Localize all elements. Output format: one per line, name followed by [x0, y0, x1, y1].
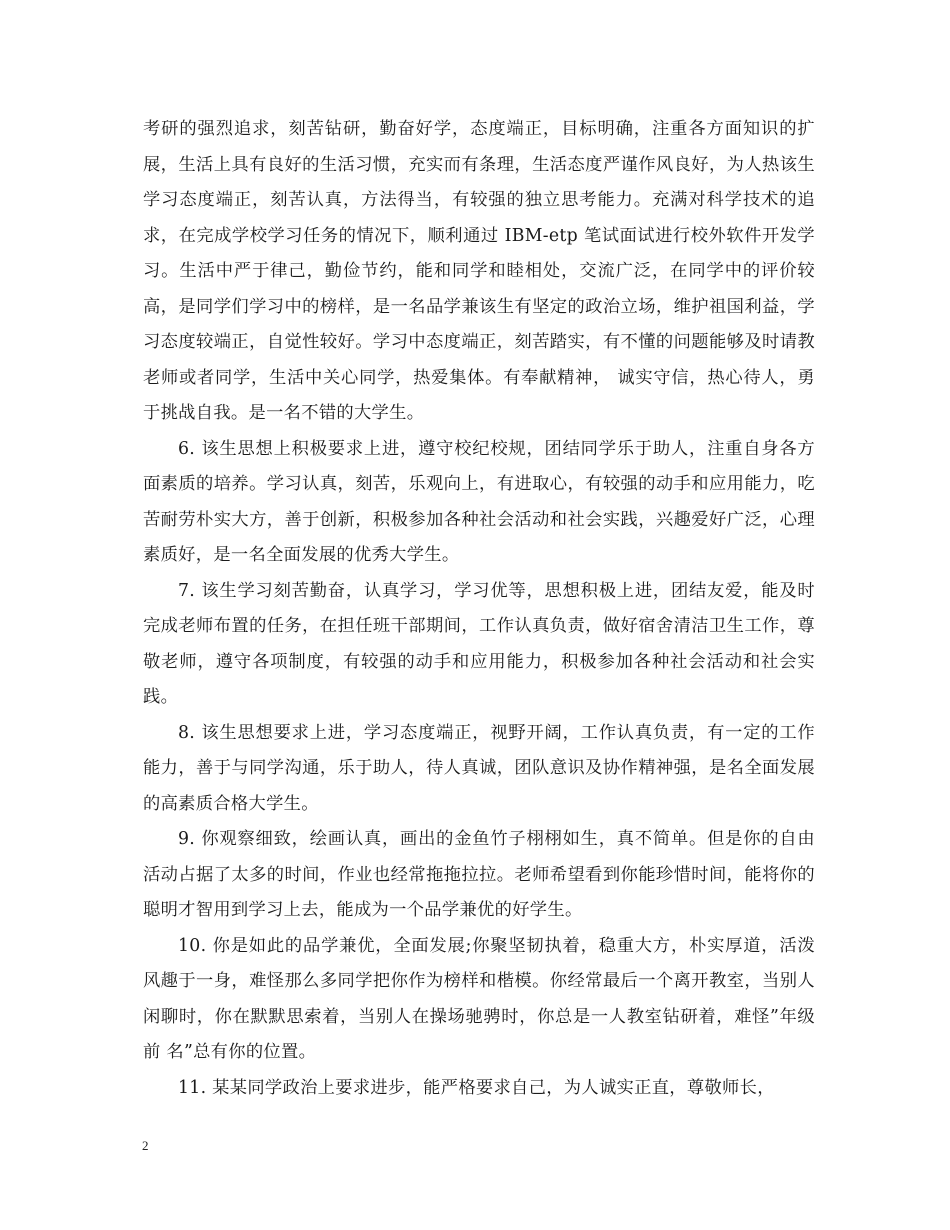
page-number: 2: [142, 1138, 149, 1153]
paragraph-item-8: 8. 该生思想要求上进，学习态度端正，视野开阔，工作认真负责，有一定的工作能力，善于与同学沟通，乐于助人，待人真诚，团队意识及协作精神强，是名全面发展的高素质合格大学生。: [143, 722, 815, 814]
paragraph-item-7: 7. 该生学习刻苦勤奋，认真学习，学习优等，思想积极上进，团结友爱，能及时完成老师布置的任务，在担任班干部期间，工作认真负责，做好宿舍清洁卫生工作，尊敬老师，遵守各项制度，有较强的动手和应用能力，积极参加各种社会活动和社会实践。: [143, 580, 815, 707]
paragraph-continued: 考研的强烈追求，刻苦钻研，勤奋好学，态度端正，目标明确，注重各方面知识的扩展，生活上具有良好的生活习惯，充实而有条理，生活态度严谨作风良好，为人热该生学习态度端正，刻苦认真，方法得当，有较强的独立思考能力。充满对科学技术的追求，在完成学校学习任务的情况下，顺利通过 IBM-etp 笔试面试进行校外软件开发学习。生活中严于律己，勤俭节约，能和同学和睦相处，交流广泛，在同学中的评价较高，是同学们学习中的榜样，是一名品学兼该生有坚定的政治立场，维护祖国利益，学习态度较端正，自觉性较好。学习中态度端正，刻苦踏实，有不懂的问题能够及时请教老师或者同学，生活中关心同学，热爱集体。有奉献精神， 诚实守信，热心待人，勇于挑战自我。是一名不错的大学生。: [143, 119, 815, 423]
paragraph-item-6: 6. 该生思想上积极要求上进，遵守校纪校规，团结同学乐于助人，注重自身各方面素质的培养。学习认真，刻苦，乐观向上，有进取心，有较强的动手和应用能力，吃苦耐劳朴实大方，善于创新，积极参加各种社会活动和社会实践，兴趣爱好广泛，心理素质好，是一名全面发展的优秀大学生。: [143, 438, 815, 565]
paragraph-item-11: 11. 某某同学政治上要求进步，能严格要求自己，为人诚实正直，尊敬师长，: [178, 1077, 775, 1098]
paragraph-item-10: 10. 你是如此的品学兼优，全面发展;你聚坚韧执着，稳重大方，朴实厚道，活泼风趣于一身，难怪那么多同学把你作为榜样和楷模。你经常最后一个离开教室，当别人闲聊时，你在默默思索着，当别人在操场驰骋时，你总是一人教室钻研着，难怪”年级前 名”总有你的位置。: [143, 935, 815, 1062]
document-body: [143, 112, 815, 1106]
paragraph-item-9: 9. 你观察细致，绘画认真，画出的金鱼竹子栩栩如生，真不简单。但是你的自由活动占据了太多的时间，作业也经常拖拖拉拉。老师希望看到你能珍惜时间，能将你的聪明才智用到学习上去，能成为一个品学兼优的好学生。: [143, 829, 815, 920]
